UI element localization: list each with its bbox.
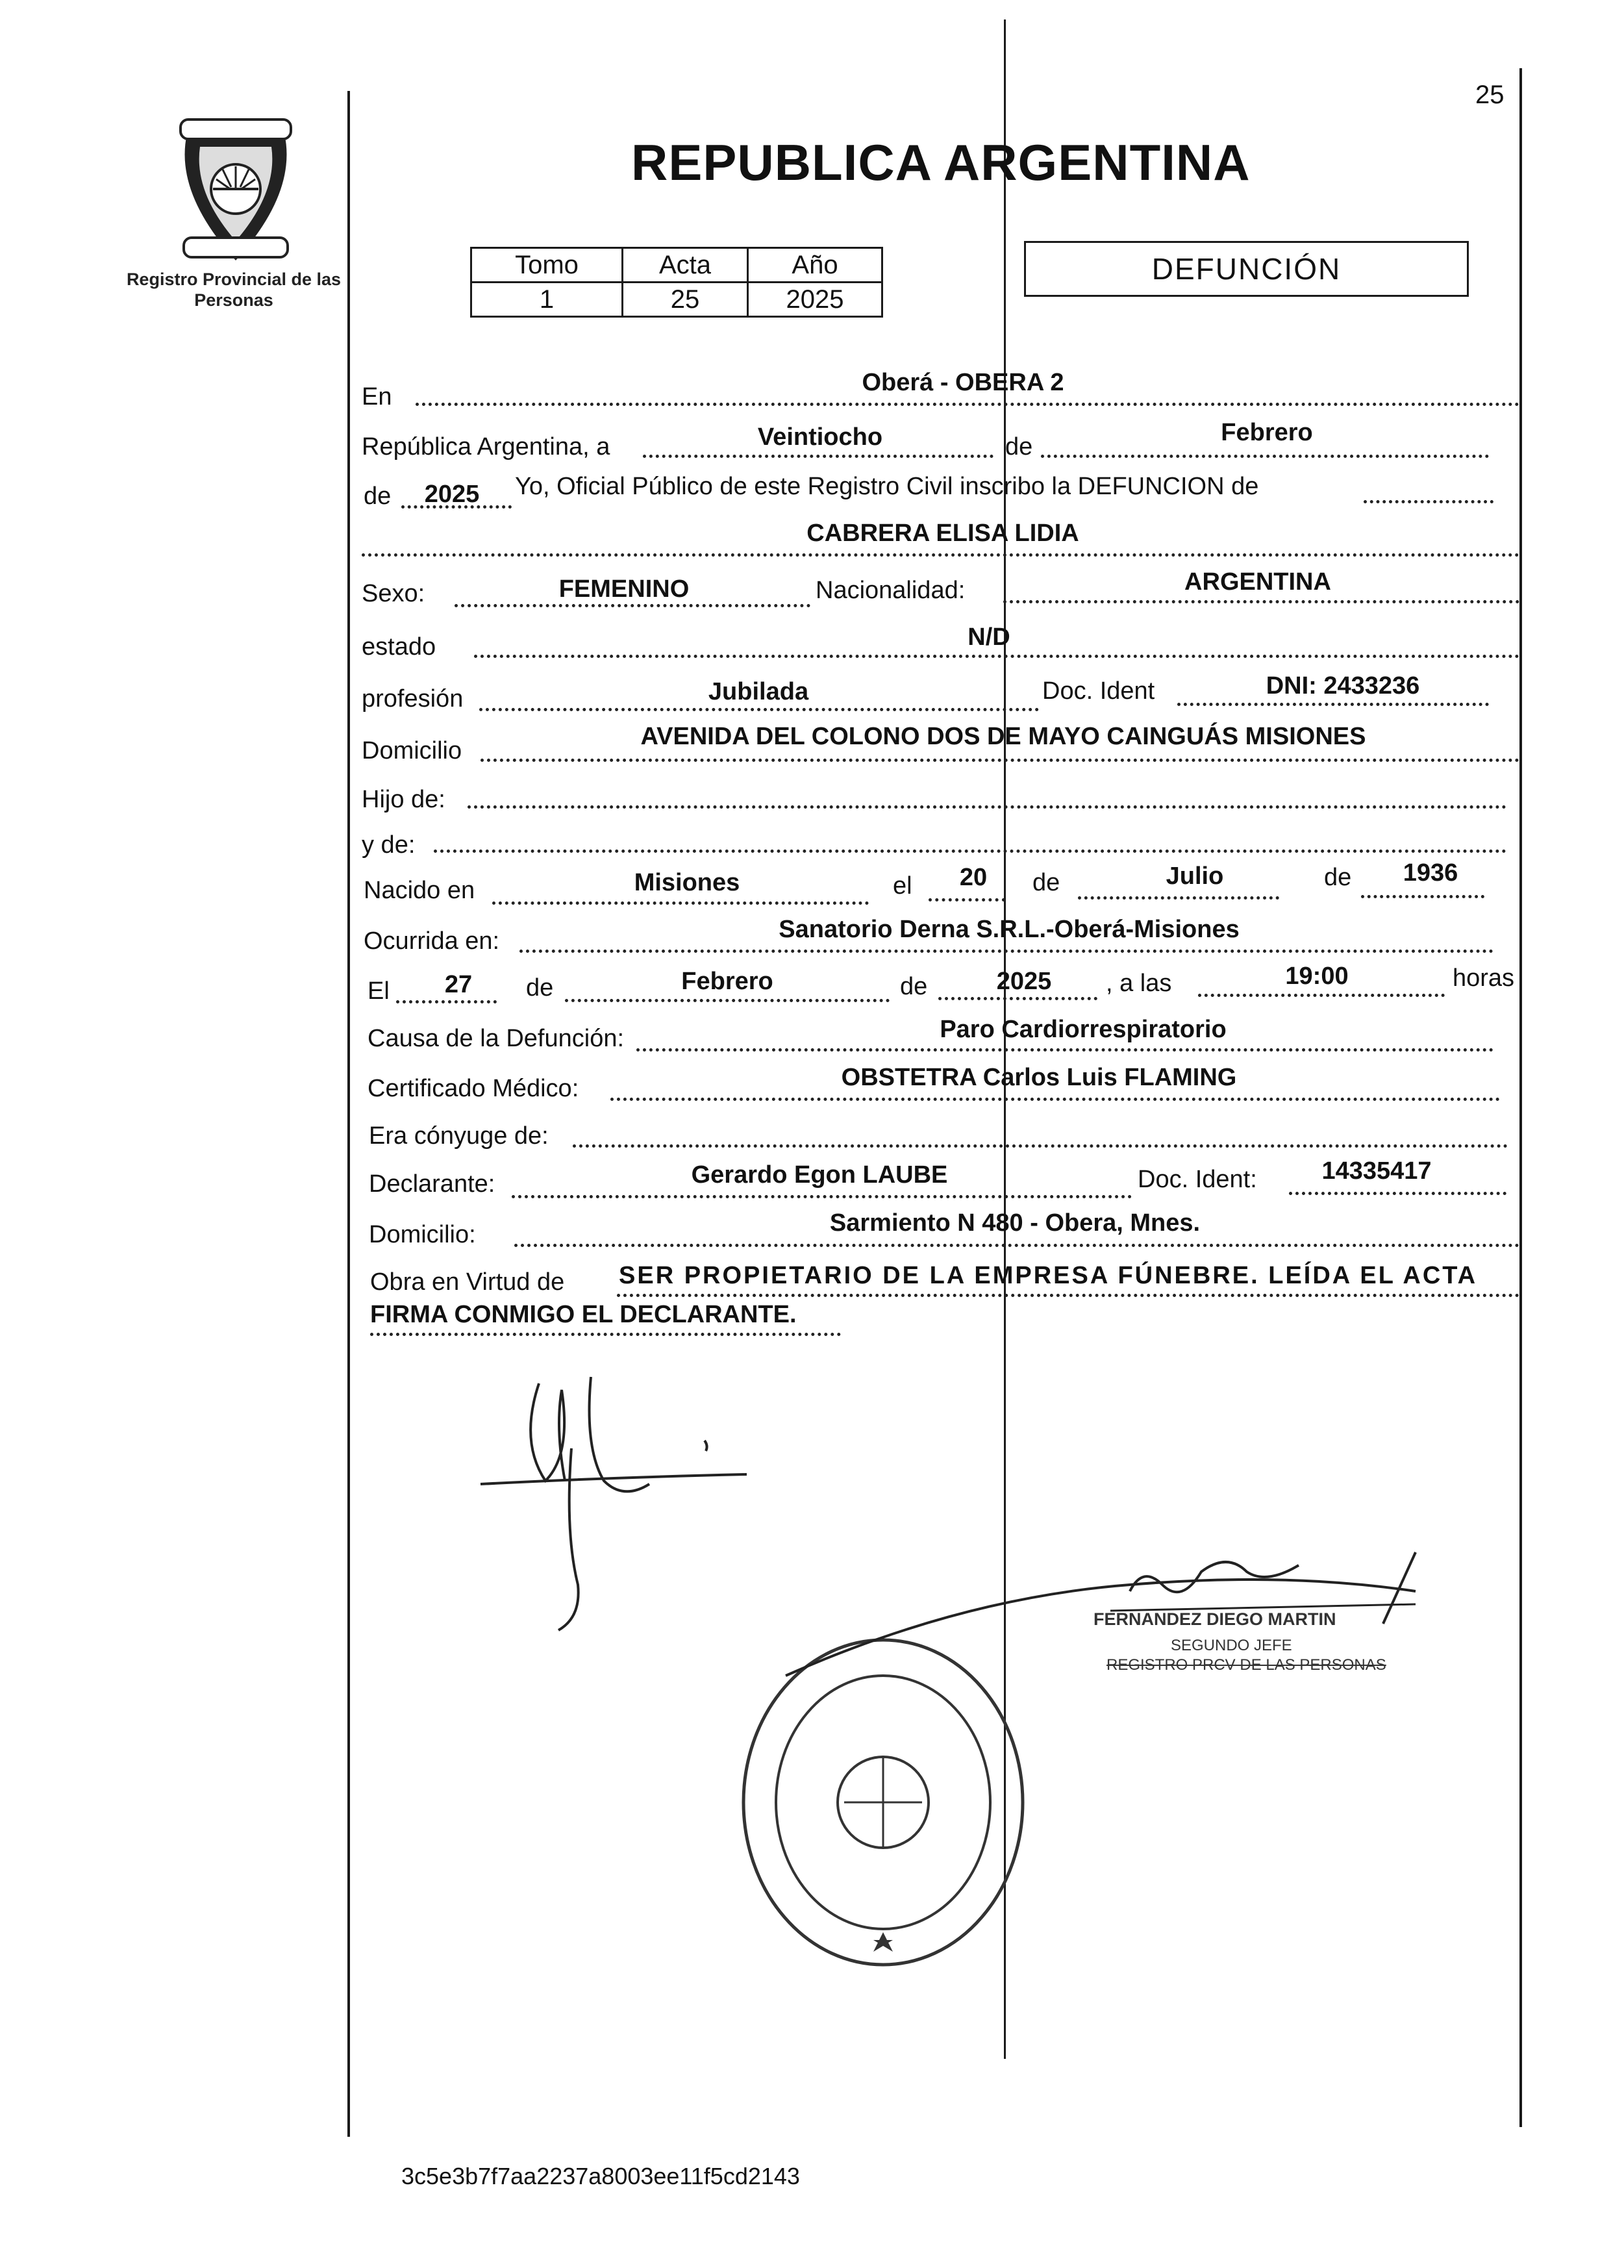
label-doc-ident-colon: Doc. Ident: [1138,1166,1257,1193]
declarant-signature [474,1370,766,1643]
acta-value: 25 [623,283,748,317]
birthplace-value: Misiones [634,869,740,896]
record-type-box: DEFUNCIÓN [1024,241,1469,297]
dotted-line [396,1000,497,1003]
label-nacido-en: Nacido en [364,877,475,904]
dotted-line [938,997,1097,1000]
dotted-line [370,1333,841,1336]
label-estado: estado [362,633,436,661]
label-domicilio-colon: Domicilio: [369,1221,476,1248]
dotted-line [1003,600,1519,603]
death-time-value: 19:00 [1285,963,1349,990]
official-registry: REGISTRO PRCV DE LAS PERSONAS [1106,1656,1386,1674]
profession-value: Jubilada [708,678,809,705]
label-doc-ident: Doc. Ident [1042,677,1155,705]
birth-month-value: Julio [1166,863,1224,890]
dotted-line [1041,455,1489,458]
label-de: de [900,973,928,1000]
document-title: REPUBLICA ARGENTINA [631,134,1251,191]
anio-value: 2025 [748,283,882,317]
dotted-line [416,403,1519,406]
obra-line-2: FIRMA CONMIGO EL DECLARANTE. [370,1301,797,1328]
label-certificado: Certificado Médico: [368,1075,579,1102]
declarant-address-value: Sarmiento N 480 - Obera, Mnes. [829,1209,1201,1237]
birth-day-value: 20 [959,864,988,891]
label-de: de [1324,864,1352,891]
year-value: 2025 [424,481,480,508]
left-margin-rule [347,91,350,2137]
label-profesion: profesión [362,685,464,712]
dotted-line [643,455,993,458]
certificate-value: OBSTETRA Carlos Luis FLAMING [841,1064,1237,1091]
deceased-name-value: CABRERA ELISA LIDIA [806,520,1079,547]
label-obra-en-virtud: Obra en Virtud de [370,1268,565,1296]
declarant-doc-value: 14335417 [1321,1157,1432,1185]
death-month-value: Febrero [681,968,773,995]
dotted-line [514,1244,1519,1247]
label-horas: horas [1453,964,1515,992]
tomo-value: 1 [471,283,623,317]
label-declarante: Declarante: [369,1170,495,1198]
death-year-value: 2025 [996,968,1052,995]
address-value: AVENIDA DEL COLONO DOS DE MAYO CAINGUÁS MISIONES [640,723,1366,750]
dotted-line [468,805,1506,809]
label-el-cap: El [368,977,390,1005]
label-yo-oficial: Yo, Oficial Público de este Registro Civil inscribo la DEFUNCION de [515,473,1259,500]
death-day-value: 27 [444,971,473,998]
nationality-value: ARGENTINA [1184,568,1331,596]
right-margin-rule [1519,68,1522,2127]
dotted-line [573,1144,1508,1148]
declarant-value: Gerardo Egon LAUBE [691,1161,948,1189]
label-conyuge: Era cónyuge de: [369,1122,549,1150]
label-de: de [364,483,392,510]
birth-year-value: 1936 [1403,859,1458,887]
obra-line-1: SER PROPIETARIO DE LA EMPRESA FÚNEBRE. LEÍDA EL ACTA [619,1262,1478,1289]
document-value: DNI: 2433236 [1266,672,1420,699]
dotted-line [929,898,1005,901]
death-place-value: Sanatorio Derna S.R.L.-Oberá-Misiones [779,916,1240,943]
official-role: SEGUNDO JEFE [1171,1637,1292,1654]
sex-value: FEMENINO [558,575,690,603]
label-de: de [1005,433,1033,460]
dotted-line [610,1098,1500,1101]
dotted-line [617,1294,1519,1297]
label-de: de [526,974,554,1002]
dotted-line [565,999,890,1002]
dotted-line [479,708,1039,711]
label-hijo-de: Hijo de: [362,786,445,813]
dotted-line [481,759,1519,762]
label-el: el [893,872,912,900]
dotted-line [1361,895,1484,898]
dotted-line [434,850,1506,853]
label-y-de: y de: [362,831,416,859]
acta-header: Acta [623,248,748,283]
document-hash: 3c5e3b7f7aa2237a8003ee11f5cd2143 [401,2163,800,2189]
cause-value: Paro Cardiorrespiratorio [940,1016,1227,1043]
label-domicilio: Domicilio [362,737,462,764]
dotted-line [1078,896,1279,900]
label-nacionalidad: Nacionalidad: [816,577,966,604]
dotted-line [512,1195,1132,1198]
tomo-header: Tomo [471,248,623,283]
dotted-line [1289,1192,1506,1195]
label-causa: Causa de la Defunción: [368,1025,625,1052]
dotted-line [636,1048,1493,1052]
dotted-line [1177,703,1489,706]
label-ocurrida-en: Ocurrida en: [364,927,500,955]
registry-label: Registro Provincial de las Personas [126,270,342,310]
record-id-table [470,247,883,318]
label-sexo: Sexo: [362,580,425,607]
label-de: de [1032,869,1060,896]
label-a-las: , a las [1106,970,1172,997]
month-value: Febrero [1221,419,1313,446]
official-name: FERNANDEZ DIEGO MARTIN [1093,1609,1336,1629]
page-number: 25 [1475,81,1505,109]
dotted-line [1198,994,1445,997]
dotted-line [492,901,869,905]
place-value: Oberá - OBERA 2 [862,369,1064,396]
provincial-crest-seal [161,108,310,270]
label-republica: República Argentina, a [362,433,610,460]
day-words-value: Veintiocho [757,423,883,451]
dotted-line [474,655,1519,658]
dotted-line [1364,500,1493,503]
dotted-line [519,950,1493,953]
anio-header: Año [748,248,882,283]
dotted-line [455,604,810,607]
civil-status-value: N/D [968,624,1010,651]
dotted-line [362,553,1519,557]
label-en: En [362,383,392,410]
